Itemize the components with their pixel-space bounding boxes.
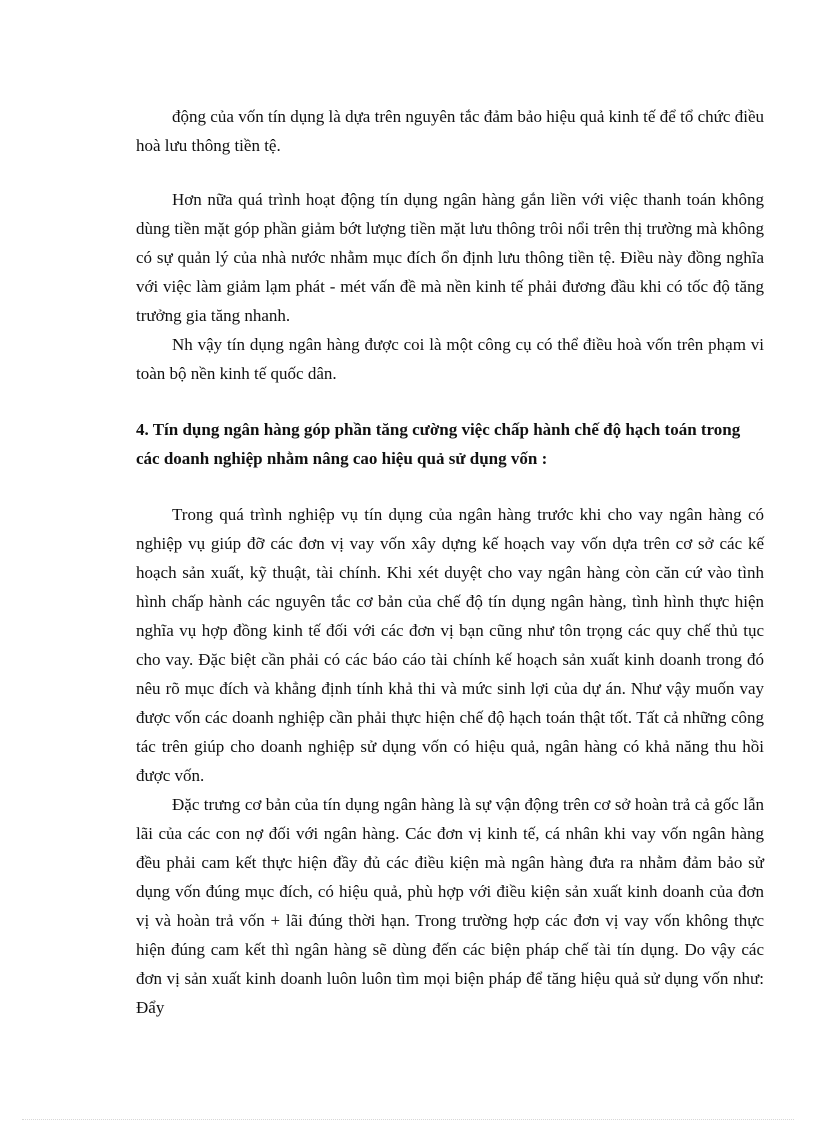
paragraph-credit-process: Trong quá trình nghiệp vụ tín dụng của ngân hàng trước khi cho vay ngân hàng có nghiệp vụ giúp đỡ các đơn vị vay vốn xây dựng kế hoạch vay vốn dựa trên cơ sở các kế hoạch sản xuất, kỹ thuật, tài chính. Khi xét duyệt cho vay ngân hàng còn căn cứ vào tình hình chấp hành các nguyên tắc cơ bản của chế độ tín dụng ngân hàng, tình hình thực hiện nghĩa vụ hợp đồng kinh tế đối với các đơn vị bạn cũng như tôn trọng các quy chế thủ tục cho vay. Đặc biệt cần phải có các báo cáo tài chính kế hoạch sản xuất kinh doanh trong đó nêu rõ mục đích và khẳng định tính khả thi và mức sinh lợi của dự án. Như vậy muốn vay được vốn các doanh nghiệp cần phải thực hiện chế độ hạch toán thật tốt. Tất cả những công tác trên giúp cho doanh nghiệp sử dụng vốn có hiệu quả, ngân hàng có khả năng thu hồi được vốn. xyxy=(136,505,764,785)
section-heading-4: 4. Tín dụng ngân hàng góp phần tăng cường việc chấp hành chế độ hạch toán trong các doanh nghiệp nhằm nâng cao hiệu quả sử dụng vốn : xyxy=(136,420,741,468)
paragraph-continuation: động của vốn tín dụng là dựa trên nguyên tắc đảm bảo hiệu quả kinh tế để tổ chức điều hoà lưu thông tiền tệ. xyxy=(136,107,764,155)
paragraph-repayment-characteristics: Đặc trưng cơ bản của tín dụng ngân hàng là sự vận động trên cơ sở hoàn trả cả gốc lẫn lãi của các con nợ đối với ngân hàng. Các đơn vị kinh tế, cá nhân khi vay vốn ngân hàng đều phải cam kết thực hiện đầy đủ các điều kiện mà ngân hàng đưa ra nhằm đảm bảo sử dụng vốn đúng mục đích, có hiệu quả, phù hợp với điều kiện sản xuất kinh doanh của đơn vị và hoàn trả vốn + lãi đúng thời hạn. Trong trường hợp các đơn vị vay vốn không thực hiện đúng cam kết thì ngân hàng sẽ dùng đến các biện pháp chế tài tín dụng. Do vậy các đơn vị sản xuất kinh doanh luôn luôn tìm mọi biện pháp để tăng hiệu quả sử dụng vốn như: Đẩy xyxy=(136,795,764,1017)
paragraph-capital-regulation: Nh vậy tín dụng ngân hàng được coi là một công cụ có thể điều hoà vốn trên phạm vi toàn bộ nền kinh tế quốc dân. xyxy=(136,335,764,383)
footer-divider xyxy=(22,1119,794,1120)
document-body xyxy=(136,102,764,1022)
paragraph-cashless-payment: Hơn nữa quá trình hoạt động tín dụng ngân hàng gắn liền với việc thanh toán không dùng tiền mặt góp phần giảm bớt lượng tiền mặt lưu thông trôi nổi trên thị trường mà không có sự quản lý của nhà nước nhằm mục đích ổn định lưu thông tiền tệ. Điều này đồng nghĩa với việc làm giảm lạm phát - mét vấn đề mà nền kinh tế phải đương đầu khi có tốc độ tăng trưởng gia tăng nhanh. xyxy=(136,190,764,325)
